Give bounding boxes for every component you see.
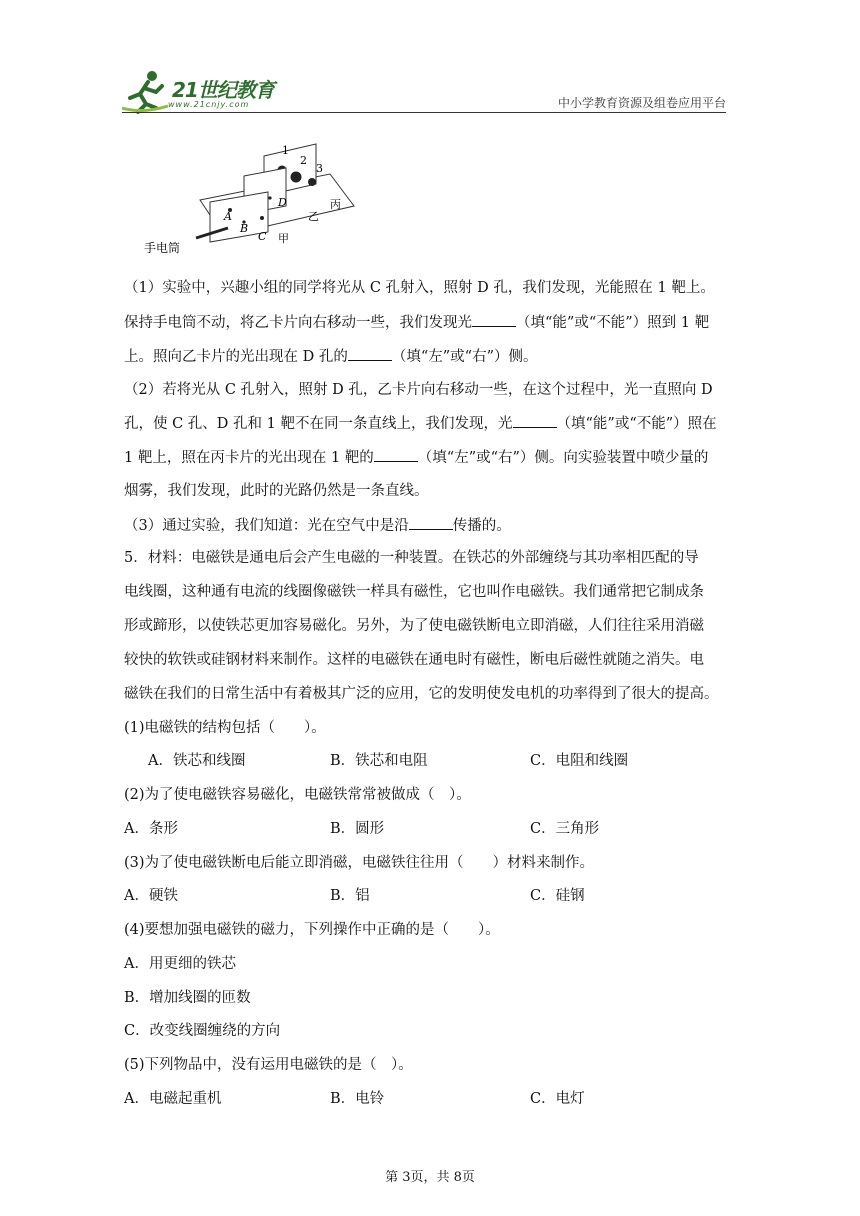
experiment-figure bbox=[140, 140, 360, 262]
q5-sub2-question: (2)为了使电磁铁容易磁化，电磁铁常常被做成（ ）。 bbox=[124, 787, 471, 803]
figure-label: 甲 bbox=[278, 232, 289, 245]
q4-p3-text-b: 传播的。 bbox=[452, 518, 511, 534]
answer-blank[interactable] bbox=[409, 515, 453, 530]
q4-p2-line2-text-b: （填“能”或“不能”）照在 bbox=[556, 416, 717, 432]
figure-label: 丙 bbox=[330, 198, 341, 211]
site-logo bbox=[122, 68, 292, 116]
platform-name: 中小学教育资源及组卷应用平台 bbox=[557, 96, 726, 110]
figure-label: B bbox=[240, 222, 249, 235]
q5-sub3-question: (3)为了使电磁铁断电后能立即消磁，电磁铁往往用（ ）材料来制作。 bbox=[124, 855, 595, 871]
q5-material-line: 较快的软铁或硅钢材料来制作。这样的电磁铁在通电时有磁性，断电后磁性就随之消失。电 bbox=[124, 652, 704, 668]
q5-material-line: 形或蹄形，以使铁芯更加容易磁化。另外，为了使电磁铁断电立即消磁，人们往往采用消磁 bbox=[124, 618, 704, 634]
q5-material-line: 5．材料：电磁铁是通电后会产生电磁的一种装置。在铁芯的外部缠绕与其功率相匹配的导 bbox=[124, 550, 699, 566]
q4-p2-line3 bbox=[124, 447, 708, 468]
q5-sub4-option-c[interactable]: C．改变线圈缠绕的方向 bbox=[124, 1023, 281, 1039]
figure-label: 3 bbox=[316, 162, 323, 175]
answer-blank[interactable] bbox=[472, 312, 516, 327]
q5-sub3-option-b[interactable]: B．铝 bbox=[330, 888, 370, 904]
q5-material-line: 电线圈，这种通有电流的线圈像磁铁一样具有磁性，它也叫作电磁铁。我们通常把它制成条 bbox=[124, 584, 704, 600]
q5-sub4-option-b[interactable]: B．增加线圈的匝数 bbox=[124, 990, 251, 1006]
q4-p1-line2-text-b: （填“能”或“不能”）照到 1 靶 bbox=[516, 315, 710, 331]
q5-sub4-question: (4)要想加强电磁铁的磁力，下列操作中正确的是（ ）。 bbox=[124, 922, 500, 938]
figure-label: C bbox=[258, 230, 267, 243]
answer-blank[interactable] bbox=[348, 346, 392, 361]
q5-sub2-option-c[interactable]: C．三角形 bbox=[530, 821, 600, 837]
q4-p2-line1: （2）若将光从 C 孔射入，照射 D 孔，乙卡片向右移动一些，在这个过程中，光一直照向 D bbox=[124, 382, 713, 398]
q5-sub1-option-a[interactable]: A．铁芯和线圈 bbox=[148, 753, 246, 769]
q5-sub3-option-c[interactable]: C．硅钢 bbox=[530, 888, 585, 904]
q4-p1-line2-text-a: 保持手电筒不动，将乙卡片向右移动一些，我们发现光 bbox=[124, 315, 472, 331]
runner-logo-icon bbox=[122, 68, 172, 116]
q5-sub5-option-b[interactable]: B．电铃 bbox=[330, 1091, 385, 1107]
logo-main-text: 21世纪教育 bbox=[172, 78, 274, 102]
q4-p1-line3-text-b: （填“左”或“右”）侧。 bbox=[391, 349, 538, 365]
q4-p1-line2 bbox=[124, 312, 709, 333]
q4-p2-line2-text-a: 孔，使 C 孔、D 孔和 1 靶不在同一条直线上，我们发现，光 bbox=[124, 416, 513, 432]
figure-label: 手电筒 bbox=[144, 241, 181, 255]
q4-p1-line3-text-a: 上。照向乙卡片的光出现在 D 孔的 bbox=[124, 349, 348, 365]
q5-sub1-option-b[interactable]: B．铁芯和电阻 bbox=[330, 753, 428, 769]
q4-p2-line3-text-b: （填“左”或“右”）侧。向实验装置中喷少量的 bbox=[417, 450, 709, 466]
header-divider bbox=[122, 112, 726, 113]
q5-material-line: 磁铁在我们的日常生活中有着极其广泛的应用，它的发明使发电机的功率得到了很大的提高。 bbox=[124, 686, 719, 702]
figure-label: 乙 bbox=[308, 210, 319, 223]
q4-p1-line1: （1）实验中，兴趣小组的同学将光从 C 孔射入，照射 D 孔，我们发现，光能照在 1 靶上。 bbox=[124, 280, 715, 296]
answer-blank[interactable] bbox=[513, 413, 557, 428]
q4-p1-line3 bbox=[124, 346, 538, 367]
answer-blank[interactable] bbox=[374, 447, 418, 462]
q5-sub1-question: (1)电磁铁的结构包括（ ）。 bbox=[124, 720, 326, 736]
q5-sub2-option-a[interactable]: A．条形 bbox=[124, 821, 178, 837]
q4-p2-line2 bbox=[124, 413, 717, 434]
q4-p3-text-a: （3）通过实验，我们知道：光在空气中是沿 bbox=[124, 518, 409, 534]
page-number: 第 3页，共 8页 bbox=[385, 1170, 475, 1185]
q4-p2-line3-text-a: 1 靶上，照在丙卡片的光出现在 1 靶的 bbox=[124, 450, 374, 466]
q5-sub2-option-b[interactable]: B．圆形 bbox=[330, 821, 385, 837]
figure-label: 2 bbox=[300, 154, 307, 167]
q5-sub1-option-c[interactable]: C．电阻和线圈 bbox=[530, 753, 629, 769]
figure-label: A bbox=[224, 210, 232, 223]
q5-sub3-option-a[interactable]: A．硬铁 bbox=[124, 888, 178, 904]
logo-sub-text: www.21cnjy.com bbox=[168, 100, 250, 109]
figure-label: 1 bbox=[282, 144, 289, 157]
q4-p2-line4: 烟雾，我们发现，此时的光路仍然是一条直线。 bbox=[124, 483, 429, 499]
q5-sub5-question: (5)下列物品中，没有运用电磁铁的是（ ）。 bbox=[124, 1057, 413, 1073]
q5-sub5-option-a[interactable]: A．电磁起重机 bbox=[124, 1091, 222, 1107]
figure-label: D bbox=[278, 196, 287, 209]
q5-sub4-option-a[interactable]: A．用更细的铁芯 bbox=[124, 956, 236, 972]
q4-p3-line bbox=[124, 515, 511, 536]
q5-sub5-option-c[interactable]: C．电灯 bbox=[530, 1091, 585, 1107]
